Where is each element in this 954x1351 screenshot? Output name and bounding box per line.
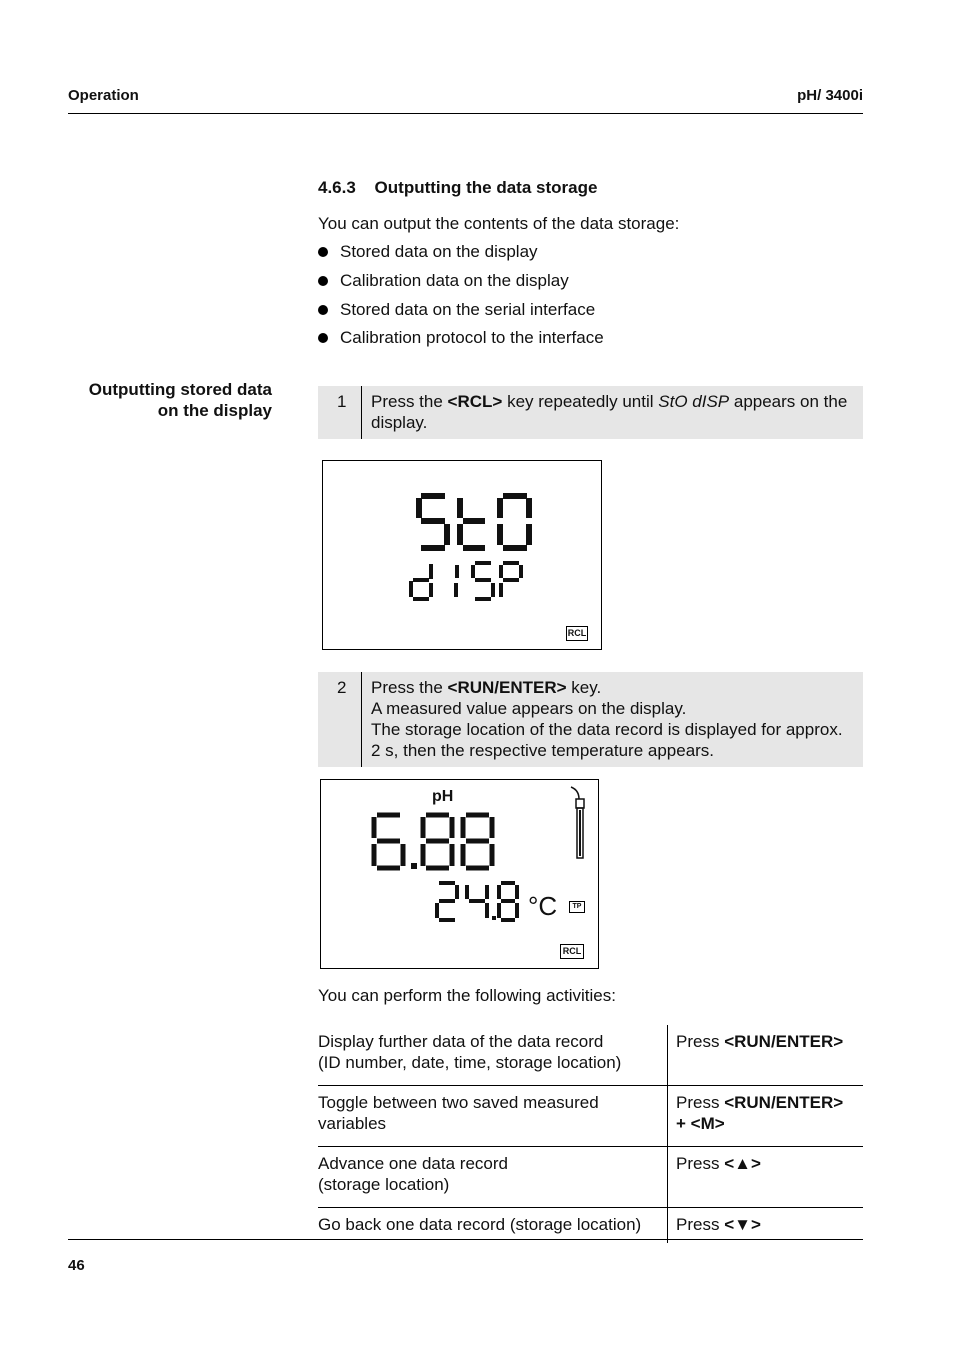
bullet-text: Stored data on the serial interface [340,300,596,319]
step-line-1 [371,677,853,698]
activity-description [318,1086,668,1147]
intro-paragraph: You can output the contents of the data storage: [318,214,680,233]
activity-line: (ID number, date, time, storage location) [318,1053,622,1072]
activity-line: Toggle between two saved measured [318,1093,599,1112]
bullet-icon [318,276,328,286]
step-text-pre: Press the [371,392,448,411]
lcd-segments-sto-disp [323,461,601,649]
action-pre: Press [676,1032,725,1051]
step-1 [318,386,863,439]
step-text-post: appears on the display. [371,392,848,432]
bullet-icon [318,305,328,315]
action-pre: Press [676,1154,725,1173]
key-name: <RCL> [447,392,503,411]
temperature-unit: °C [528,891,558,921]
step-line-3: The storage location of the data record is displayed for approx. 2 s, then the respective temperature appears. [371,720,843,760]
side-heading [89,379,272,421]
footer-rule [68,1239,863,1240]
table-row [318,1025,863,1086]
activity-description [318,1025,668,1086]
step-text-mid: key repeatedly until [502,392,659,411]
action-key: <▼> [724,1215,761,1234]
step-2 [318,672,863,767]
activity-line: variables [318,1114,387,1133]
section-number: 4.6.3 [318,178,356,197]
step-number: 2 [337,678,347,697]
activity-line: (storage location) [318,1175,450,1194]
tp-indicator: TP [569,901,585,913]
rcl-indicator: RCL [566,626,588,641]
running-header-model: pH/ 3400i [797,87,863,104]
key-name: <RUN/ENTER> [447,678,567,697]
step-number-cell [318,386,362,439]
activity-action [668,1208,864,1244]
section-heading [318,178,597,198]
bullet-item [318,242,538,262]
activity-description [318,1208,668,1244]
step-number-cell [318,672,362,767]
activity-line: Advance one data record [318,1154,508,1173]
side-heading-line1: Outputting stored data [88,380,272,399]
action-pre: Press [676,1093,725,1112]
action-key: <RUN/ENTER> [724,1093,844,1112]
bullet-icon [318,247,328,257]
activity-line: Display further data of the data record [318,1032,604,1051]
table-row [318,1147,863,1208]
activities-table [318,1025,863,1243]
side-heading-line2: on the display [157,401,272,420]
bullet-text: Stored data on the display [340,242,538,261]
action-key: <RUN/ENTER> [724,1032,844,1051]
action-pre: Press [676,1215,725,1234]
activity-line: Go back one data record (storage location) [318,1215,642,1234]
step-text [371,677,853,761]
bullet-icon [318,333,328,343]
lcd-display-sto-disp [322,460,602,650]
step-number: 1 [337,392,347,411]
table-row [318,1086,863,1147]
activity-action [668,1025,864,1086]
table-row [318,1208,863,1244]
action-key-2: + <M> [676,1114,725,1133]
activity-action [668,1086,864,1147]
step-text-pre: Press the [371,678,448,697]
lcd-display-measurement [320,779,599,969]
lcd-segments-measurement [321,780,598,968]
bullet-item [318,271,569,291]
activities-intro: You can perform the following activities: [318,986,616,1005]
step-text-post: key. [566,678,602,697]
activity-action [668,1147,864,1208]
bullet-item [318,300,595,320]
running-header-section: Operation [68,87,139,104]
action-key: <▲> [724,1154,761,1173]
bullet-text: Calibration protocol to the interface [340,328,604,347]
page-number: 46 [68,1257,85,1274]
electrode-probe-icon [571,787,584,858]
section-title: Outputting the data storage [374,178,598,197]
display-name: StO dISP [658,392,730,411]
activity-description [318,1147,668,1208]
header-rule [68,113,863,114]
step-text [371,391,853,433]
rcl-indicator: RCL [560,944,584,959]
step-line-2: A measured value appears on the display. [371,699,687,718]
bullet-item [318,328,604,348]
ph-unit-label: pH [432,788,454,805]
bullet-text: Calibration data on the display [340,271,569,290]
